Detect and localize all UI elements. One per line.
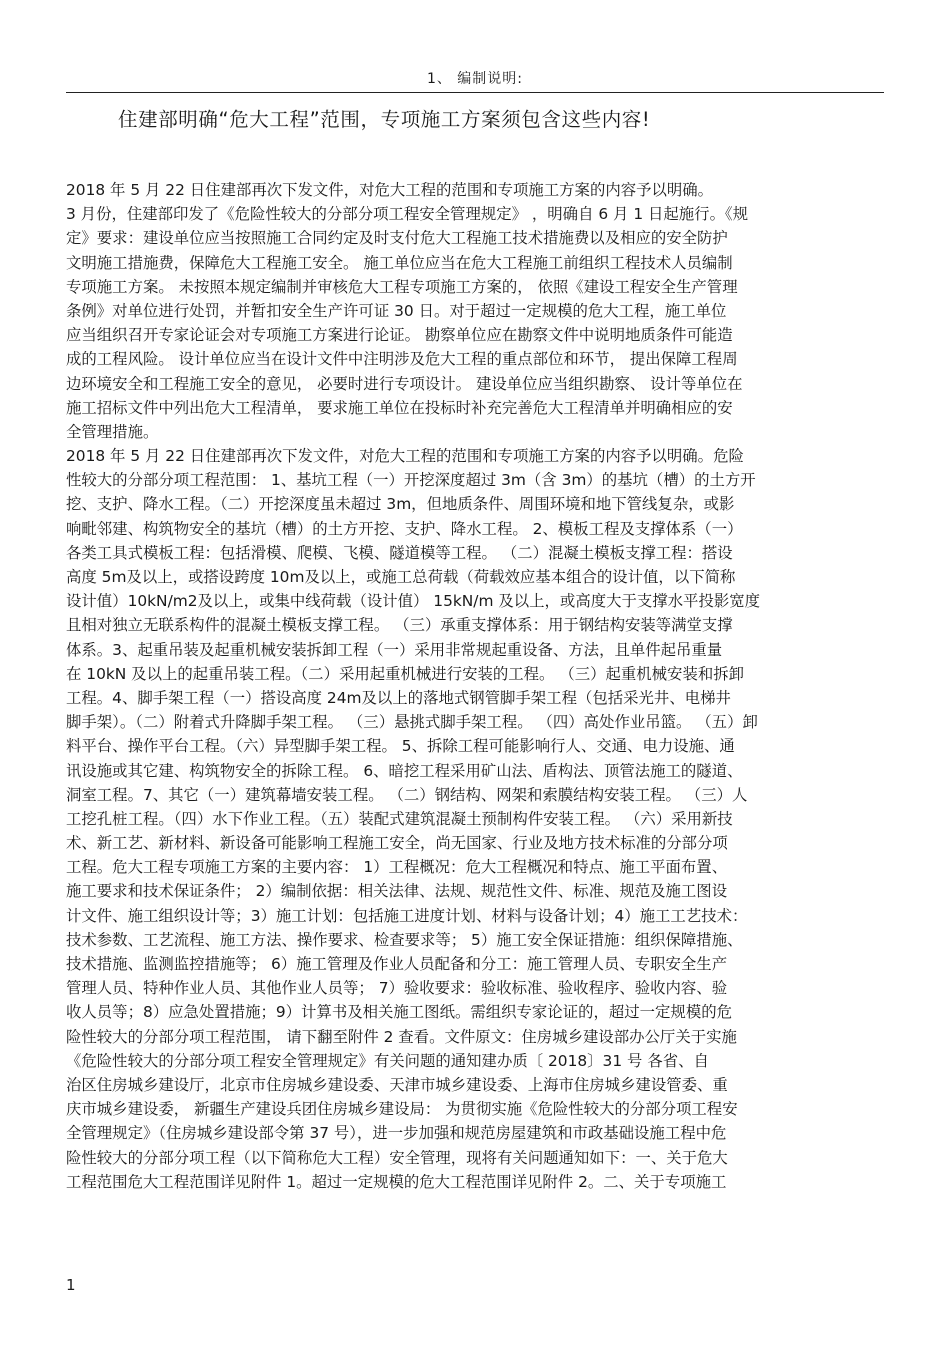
text-line: 施工要求和技术保证条件； 2）编制依据：相关法律、法规、规范性文件、标准、规范及施工图设 xyxy=(66,882,728,901)
article-body xyxy=(66,178,886,1194)
text-line: 全管理规定》（住房城乡建设部令第 37 号），进一步加强和规范房屋建筑和市政基础设施工程中危 xyxy=(66,1124,727,1143)
text-line: 且相对独立无联系构件的混凝土模板支撑工程。 （三）承重支撑体系：用于钢结构安装等满堂支撑 xyxy=(66,616,733,635)
text-line: 讯设施或其它建、构筑物安全的拆除工程。 6、暗挖工程采用矿山法、盾构法、顶管法施工的隧道、 xyxy=(66,761,743,780)
text-line: 高度 5m及以上，或搭设跨度 10m及以上，或施工总荷载（荷载效应基本组合的设计值，以下简称 xyxy=(66,568,736,586)
text-line: 险性较大的分部分项工程范围， 请下翻至附件 2 查看。文件原文：住房城乡建设部办公厅关于实施 xyxy=(66,1027,737,1046)
text-line: 2018 年 5 月 22 日住建部再次下发文件，对危大工程的范围和专项施工方案的内容予以明确。危险 xyxy=(66,447,744,466)
text-line: 工程范围危大工程范围详见附件 1。超过一定规模的危大工程范围详见附件 2。二、关于专项施工 xyxy=(66,1172,727,1191)
text-line: 管理人员、特种作业人员、其他作业人员等； 7）验收要求：验收标准、验收程序、验收内容、验 xyxy=(66,979,728,998)
text-line: 在 10kN 及以上的起重吊装工程。（二）采用起重机械进行安装的工程。 （三）起重机械安装和拆卸 xyxy=(66,664,745,683)
text-line: 设计值）10kN/m2及以上，或集中线荷载（设计值） 15kN/m 及以上，或高度大于支撑水平投影宽度 xyxy=(66,592,761,611)
header-rule xyxy=(66,92,884,93)
text-line: 施工招标文件中列出危大工程清单， 要求施工单位在投标时补充完善危大工程清单并明确相应的安 xyxy=(66,398,733,417)
text-line: 全管理措施。 xyxy=(66,422,159,441)
text-line: 2018 年 5 月 22 日住建部再次下发文件，对危大工程的范围和专项施工方案的内容予以明确。 xyxy=(66,181,714,199)
text-line: 挖、支护、降水工程。（二）开挖深度虽未超过 3m，但地质条件、周围环境和地下管线复杂，或影 xyxy=(66,495,735,514)
text-line: 洞室工程。7、其它（一）建筑幕墙安装工程。 （二）钢结构、网架和索膜结构安装工程。 （三）人 xyxy=(66,785,748,804)
article-title: 住建部明确“危大工程”范围，专项施工方案须包含这些内容! xyxy=(118,108,651,131)
text-line: 技术参数、工艺流程、施工方法、操作要求、检查要求等； 5）施工安全保证措施：组织保障措施、 xyxy=(66,930,743,949)
text-line: 术、新工艺、新材料、新设备可能影响工程施工安全，尚无国家、行业及地方技术标准的分部分项 xyxy=(66,834,728,853)
text-line: 响毗邻建、构筑物安全的基坑（槽）的土方开挖、支护、降水工程。 2、模板工程及支撑体系（一） xyxy=(66,519,743,538)
text-line: 应当组织召开专家论证会对专项施工方案进行论证。 勘察单位应在勘察文件中说明地质条件可能造 xyxy=(66,326,733,345)
text-line: 料平台、操作平台工程。（六）异型脚手架工程。 5、拆除工程可能影响行人、交通、电力设施、通 xyxy=(66,737,735,756)
text-line: 3 月份，住建部印发了《危险性较大的分部分项工程安全管理规定》 ，明确自 6 月 1 日起施行。《规 xyxy=(66,205,749,224)
text-line: 收人员等；8）应急处置措施；9）计算书及相关施工图纸。需组织专家论证的，超过一定规模的危 xyxy=(66,1003,732,1022)
text-line: 成的工程风险。 设计单位应当在设计文件中注明涉及危大工程的重点部位和环节， 提出保障工程周 xyxy=(66,350,738,369)
text-line: 计文件、施工组织设计等；3）施工计划：包括施工进度计划、材料与设备计划；4）施工工艺技术： xyxy=(66,906,748,925)
text-line: 专项施工方案。 未按照本规定编制并审核危大工程专项施工方案的， 依照《建设工程安全生产管理 xyxy=(66,277,738,296)
text-line: 工程。4、脚手架工程（一）搭设高度 24m及以上的落地式钢管脚手架工程（包括采光井、电梯井 xyxy=(66,688,731,707)
text-line: 工程。危大工程专项施工方案的主要内容： 1）工程概况：危大工程概况和特点、施工平面布置、 xyxy=(66,858,728,877)
text-line: 《危险性较大的分部分项工程安全管理规定》有关问题的通知建办质〔 2018〕31 号 各省、自 xyxy=(66,1051,709,1070)
text-line: 庆市城乡建设委， 新疆生产建设兵团住房城乡建设局： 为贯彻实施《危险性较大的分部分项工程安 xyxy=(66,1100,738,1119)
section-heading: 1、 编制说明: xyxy=(426,71,524,87)
text-line: 文明施工措施费，保障危大工程施工安全。 施工单位应当在危大工程施工前组织工程技术人员编制 xyxy=(66,253,733,272)
text-line: 技术措施、监测监控措施等； 6）施工管理及作业人员配备和分工：施工管理人员、专职安全生产 xyxy=(66,955,728,973)
text-line: 各类工具式模板工程：包括滑模、爬模、飞模、隧道模等工程。 （二）混凝土模板支撑工程：搭设 xyxy=(66,543,733,562)
text-line: 定》要求：建设单位应当按照施工合同约定及时支付危大工程施工技术措施费以及相应的安全防护 xyxy=(66,229,728,248)
text-line: 边环境安全和工程施工安全的意见， 必要时进行专项设计。 建设单位应当组织勘察、 设计等单位在 xyxy=(66,374,743,393)
text-line: 治区住房城乡建设厅，北京市住房城乡建设委、天津市城乡建设委、上海市住房城乡建设管委、重 xyxy=(66,1075,728,1094)
text-line: 体系。3、起重吊装及起重机械安装拆卸工程（一）采用非常规起重设备、方法，且单件起吊重量 xyxy=(66,640,723,659)
page-number: 1 xyxy=(66,1276,76,1294)
text-line: 条例》对单位进行处罚，并暂扣安全生产许可证 30 日。对于超过一定规模的危大工程，施工单位 xyxy=(66,301,727,320)
text-line: 险性较大的分部分项工程（以下简称危大工程）安全管理，现将有关问题通知如下：一、关于危大 xyxy=(66,1148,728,1167)
text-line: 性较大的分部分项工程范围： 1、基坑工程（一）开挖深度超过 3m（含 3m）的基坑（槽）的土方开 xyxy=(66,471,756,490)
text-line: 脚手架）。（二）附着式升降脚手架工程。 （三）悬挑式脚手架工程。 （四）高处作业吊篮。 （五）卸 xyxy=(66,713,758,732)
text-line: 工挖孔桩工程。（四）水下作业工程。（五）装配式建筑混凝土预制构件安装工程。 （六）采用新技 xyxy=(66,809,733,828)
